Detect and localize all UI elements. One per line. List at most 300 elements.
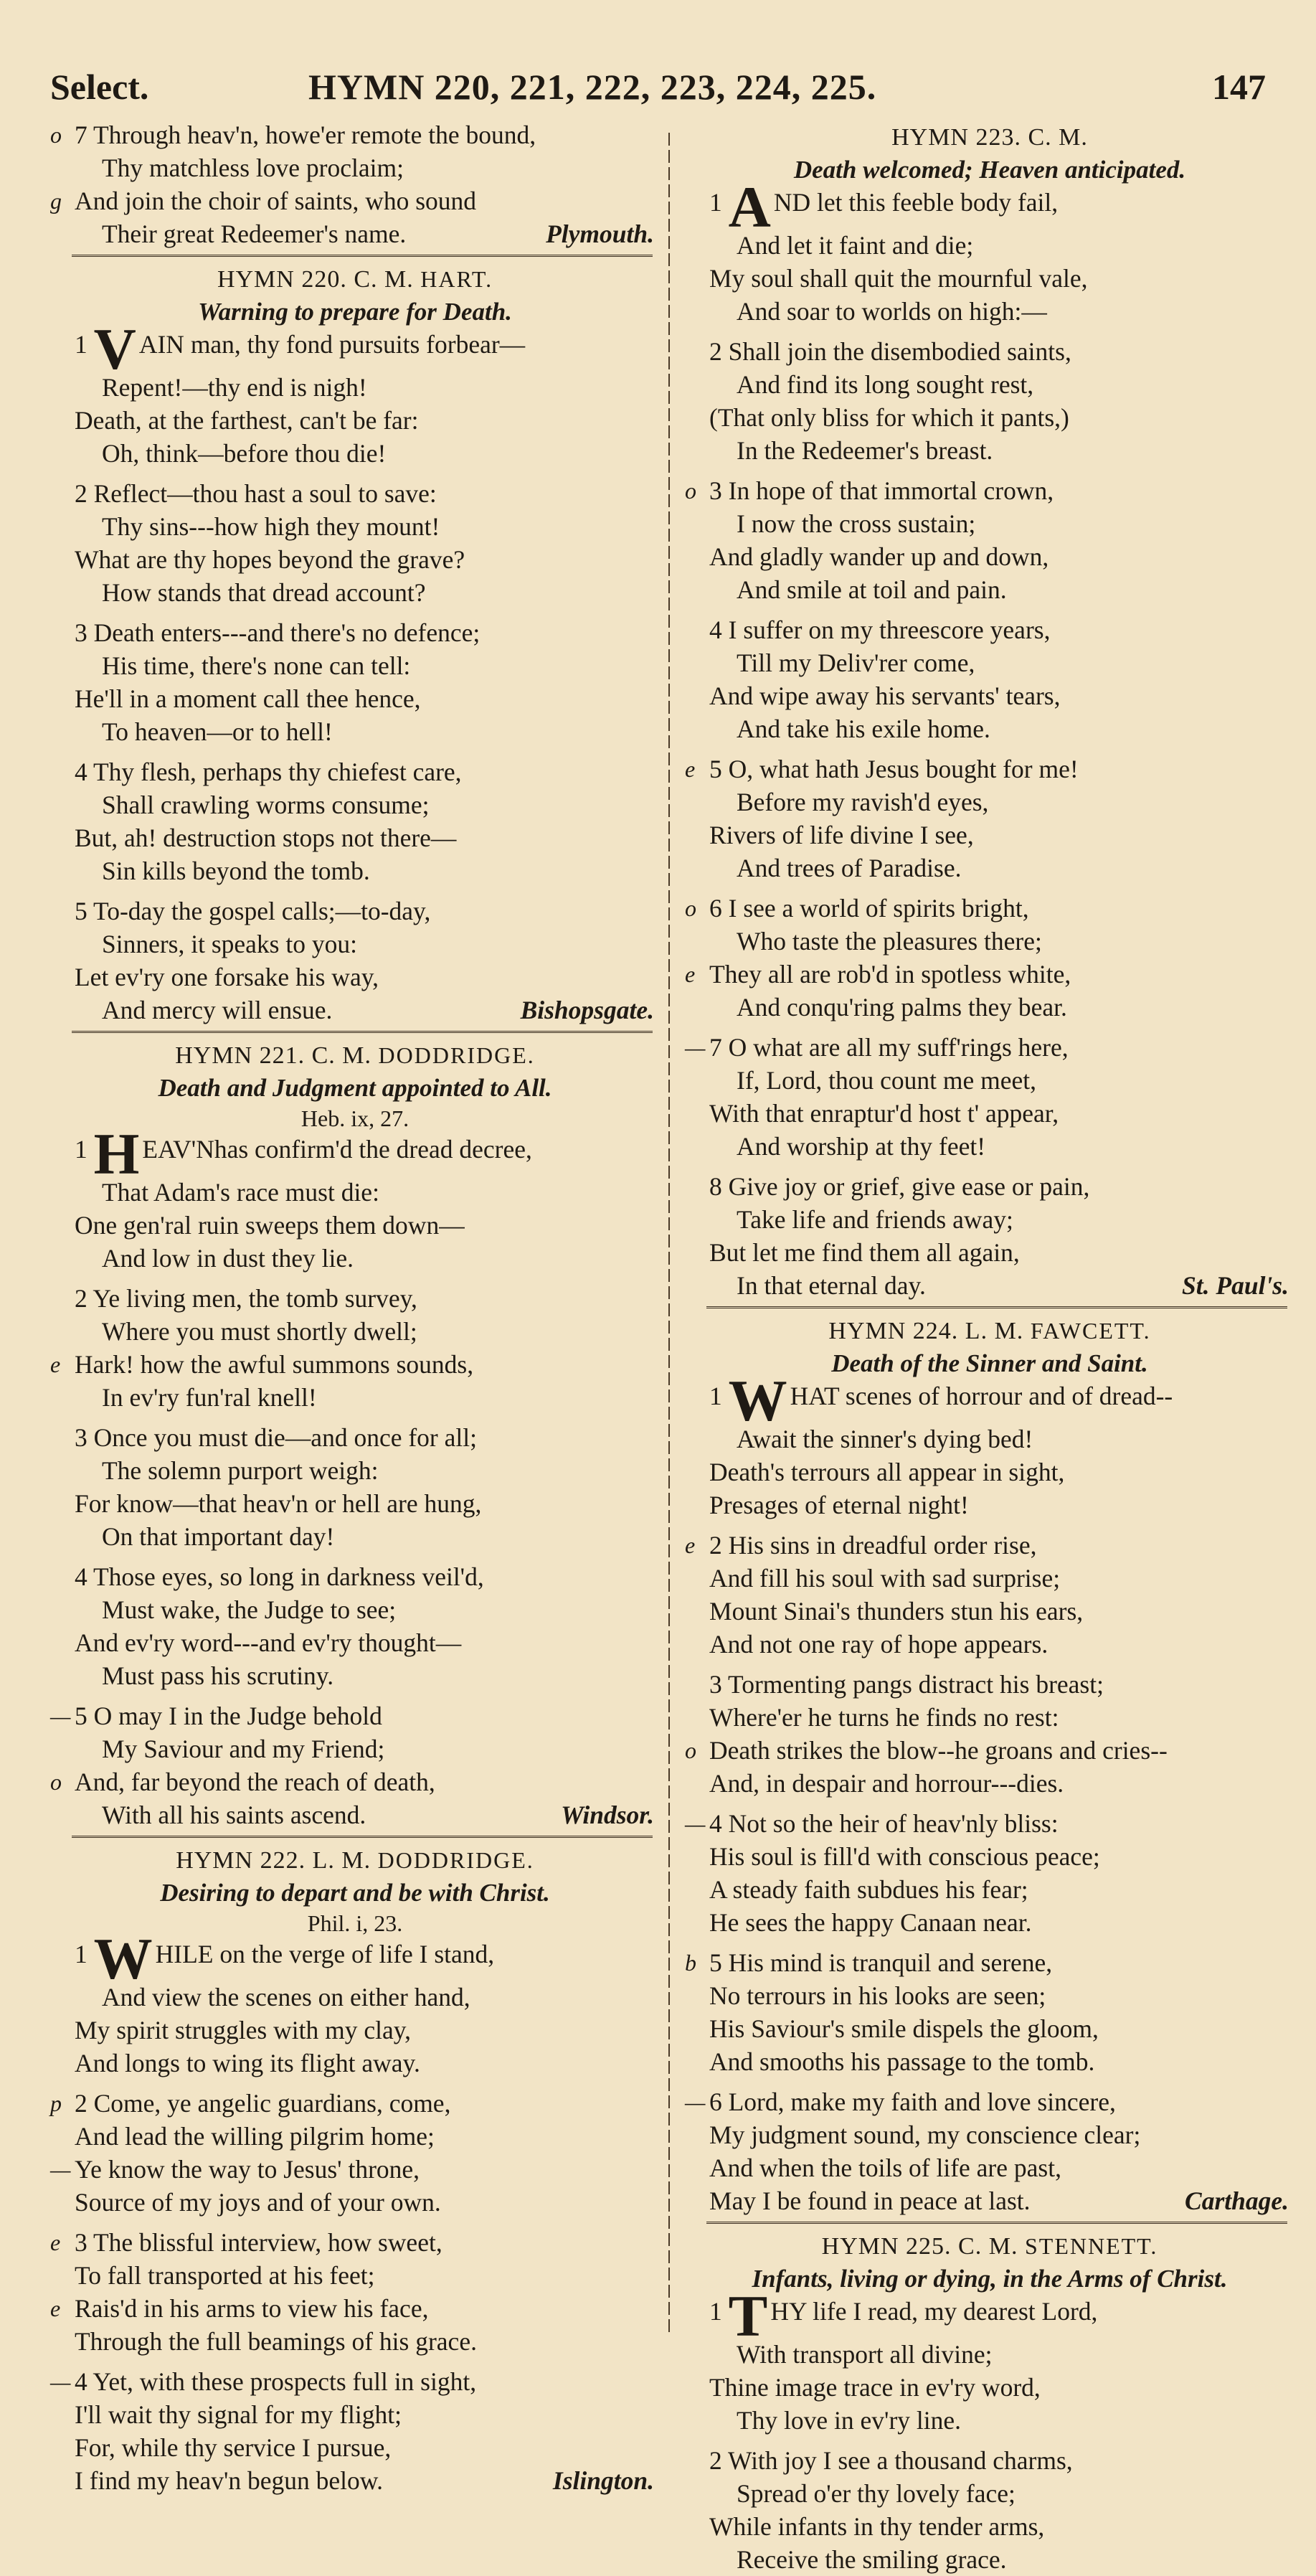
verse-line	[685, 229, 1294, 262]
verse-text	[50, 316, 526, 382]
verse-words: And take his exile home.	[737, 714, 990, 743]
verse-text	[50, 2226, 442, 2259]
verse-words: Must pass his scrutiny.	[102, 1661, 334, 1690]
verse-text	[685, 2371, 1041, 2404]
verse-line	[50, 1176, 660, 1209]
verse-line	[50, 854, 660, 887]
hymn-author: STENNETT.	[1024, 2233, 1158, 2259]
verse-line	[685, 401, 1294, 434]
verse-line	[685, 1906, 1294, 1939]
verse-line	[50, 151, 660, 184]
hymn-222	[50, 1844, 660, 2497]
verse-line	[685, 1423, 1294, 1456]
verse-text	[685, 2151, 1061, 2184]
verse-line	[50, 928, 660, 961]
verse-line	[50, 1926, 660, 1991]
verse-line	[50, 1798, 660, 1831]
verse-line	[685, 1595, 1294, 1628]
running-head	[50, 66, 1266, 116]
hymn-subject: Death and Judgment appointed to All.	[158, 1074, 552, 1102]
verse-text	[50, 715, 333, 748]
verse-line	[685, 892, 1294, 925]
verse-words: HILE on the verge of life I stand,	[155, 1940, 495, 1968]
verse-text	[50, 2325, 477, 2358]
verse-text	[685, 368, 1033, 401]
verse-words: One gen'ral ruin sweeps them down—	[75, 1211, 465, 1240]
tune-name: Bishopsgate.	[520, 996, 654, 1024]
verse-text	[50, 1487, 481, 1520]
verse-words: And soar to worlds on high:—	[737, 297, 1047, 326]
dynamic-mark: e	[685, 756, 696, 782]
verse-words: My Saviour and my Friend;	[102, 1735, 385, 1763]
verse-words: For, while thy service I pursue,	[75, 2433, 392, 2462]
verse-text	[685, 2085, 1116, 2118]
verse-text	[50, 1732, 384, 1765]
dynamic-mark: o	[50, 1769, 62, 1795]
verse-line	[685, 2012, 1294, 2045]
dynamic-mark: —	[685, 2089, 706, 2115]
verse-line	[685, 851, 1294, 884]
stanza-gap	[50, 2080, 660, 2087]
verse-line	[50, 1421, 660, 1454]
verse-words: Who taste the pleasures there;	[737, 927, 1042, 956]
verse-line	[685, 1130, 1294, 1163]
verse-text	[685, 1368, 1173, 1433]
verse-words: And, far beyond the reach of death,	[75, 1768, 435, 1796]
verse-words: I'll wait thy signal for my flight;	[75, 2400, 402, 2429]
verse-text	[50, 151, 404, 184]
verse-line	[50, 576, 660, 609]
verse-line	[50, 118, 660, 151]
verse-line	[50, 2431, 660, 2464]
verse-text	[685, 2477, 1016, 2510]
verse-text	[50, 2398, 402, 2431]
hymn-number-meter: HYMN 220. C. M.	[217, 266, 414, 293]
verse-line	[685, 1488, 1294, 1521]
stanza-number: 2	[75, 2089, 87, 2118]
stanza-number: 8	[709, 1172, 722, 1201]
verse-text	[685, 1562, 1060, 1595]
verse-line	[685, 2404, 1294, 2437]
verse-text	[685, 1668, 1104, 1701]
verse-words: While infants in thy tender arms,	[709, 2512, 1045, 2541]
stanza-gap	[50, 470, 660, 477]
hymn-author: FAWCETT.	[1030, 1318, 1151, 1344]
verse-words: AIN man, thy fond pursuits forbear—	[138, 330, 526, 359]
hymn-number-meter: HYMN 225. C. M.	[821, 2233, 1018, 2260]
hymn-subject: Death welcomed; Heaven anticipated.	[793, 156, 1186, 184]
verse-words: With all his saints ascend.	[102, 1801, 366, 1829]
verse-words: His sins in dreadful order rise,	[728, 1531, 1037, 1560]
verse-words: And ev'ry word---and ev'ry thought—	[75, 1628, 462, 1657]
verse-text	[685, 613, 1050, 646]
verse-text	[50, 543, 465, 576]
stanza-number: 1	[75, 1940, 87, 1968]
verse-line	[50, 1348, 660, 1381]
verse-line	[685, 1807, 1294, 1840]
verse-words: Reflect—thou hast a soul to save:	[93, 479, 437, 508]
verse-text	[685, 1595, 1083, 1628]
verse-line	[685, 818, 1294, 851]
hymn-heading	[685, 2230, 1294, 2263]
column-divider	[668, 133, 670, 2335]
verse-text	[50, 616, 480, 649]
hymn-heading	[50, 1039, 660, 1072]
verse-line	[685, 2118, 1294, 2151]
page-number: 147	[1212, 67, 1266, 107]
verse-words: Rais'd in his arms to view his face,	[75, 2294, 429, 2323]
verse-words: And smile at toil and pain.	[737, 575, 1007, 604]
verse-line	[50, 2014, 660, 2047]
verse-words: And find its long sought rest,	[737, 370, 1034, 399]
verse-line	[685, 1269, 1294, 1302]
stanza-number: 5	[709, 1948, 722, 1977]
dynamic-mark: b	[685, 1950, 696, 1976]
verse-text	[685, 1097, 1059, 1130]
verse-line	[685, 2371, 1294, 2404]
verse-line	[685, 1767, 1294, 1800]
verse-line	[50, 994, 660, 1027]
verse-words: Thine image trace in ev'ry word,	[709, 2373, 1041, 2402]
verse-text	[50, 510, 440, 543]
verse-line	[50, 2087, 660, 2120]
hymn-number-meter: HYMN 224. L. M.	[828, 1318, 1024, 1344]
verse-line	[50, 437, 660, 470]
verse-line	[50, 2047, 660, 2080]
hymn-number-meter: HYMN 222. L. M.	[176, 1847, 371, 1874]
verse-text	[685, 1529, 1036, 1562]
verse-text	[685, 2118, 1140, 2151]
verse-words: EAV'Nhas confirm'd the dread decree,	[142, 1135, 532, 1164]
verse-words: Mount Sinai's thunders stun his ears,	[709, 1597, 1084, 1626]
verse-words: And wipe away his servants' tears,	[709, 681, 1061, 710]
verse-text	[685, 1064, 1036, 1097]
hymn-subject: Death of the Sinner and Saint.	[831, 1349, 1148, 1377]
hymn-subject: Desiring to depart and be with Christ.	[160, 1879, 550, 1907]
drop-cap: V	[93, 316, 136, 382]
verse-line	[685, 2283, 1294, 2349]
verse-line	[685, 1734, 1294, 1767]
verse-words: Death, at the farthest, can't be far:	[75, 406, 419, 435]
stanza-number: 2	[75, 479, 87, 508]
verse-line	[685, 2045, 1294, 2078]
hymn-divider	[72, 255, 653, 257]
stanza-gap	[685, 884, 1294, 892]
verse-text	[685, 1628, 1048, 1661]
verse-words: I now the cross sustain;	[737, 509, 976, 538]
hymn-author: DODDRIDGE.	[377, 1847, 534, 1873]
verse-line	[685, 368, 1294, 401]
verse-words: O may I in the Judge behold	[93, 1702, 382, 1730]
verse-line	[685, 2338, 1294, 2371]
verse-text	[50, 2259, 374, 2292]
verse-words: Sinners, it speaks to you:	[102, 930, 357, 958]
verse-words: To fall transported at his feet;	[75, 2261, 375, 2290]
verse-text	[50, 437, 386, 470]
verse-words: And smooths his passage to the tomb.	[709, 2047, 1095, 2076]
verse-words: My judgment sound, my conscience clear;	[709, 2120, 1141, 2149]
stanza-number: 4	[709, 1809, 722, 1838]
hymn-219-continuation	[50, 118, 660, 250]
section-label: Select.	[50, 67, 149, 107]
verse-words: My spirit struggles with my clay,	[75, 2016, 412, 2044]
verse-text	[685, 1906, 1032, 1939]
verse-words: And not one ray of hope appears.	[709, 1630, 1048, 1659]
verse-line	[50, 715, 660, 748]
drop-cap: A	[728, 174, 771, 240]
verse-text	[50, 1315, 417, 1348]
verse-line	[685, 474, 1294, 507]
verse-text	[685, 991, 1067, 1024]
verse-line	[50, 2365, 660, 2398]
verse-words: If, Lord, thou count me meet,	[737, 1066, 1036, 1095]
stanza-number: 5	[709, 755, 722, 783]
dynamic-mark: p	[50, 2090, 62, 2116]
verse-words: Once you must die—and once for all;	[93, 1423, 477, 1452]
dynamic-mark: g	[50, 188, 62, 214]
hymn-heading	[50, 1844, 660, 1877]
verse-words: Thy flesh, perhaps thy chiefest care,	[93, 758, 462, 786]
verse-line	[685, 925, 1294, 958]
verse-text	[685, 2012, 1099, 2045]
verse-words: The blissful interview, how sweet,	[93, 2228, 442, 2257]
verse-text	[50, 788, 430, 821]
verse-text	[50, 2186, 441, 2219]
verse-text	[685, 712, 990, 745]
verse-line	[685, 2444, 1294, 2477]
stanza-number: 2	[709, 1531, 722, 1560]
verse-words: Those eyes, so long in darkness veil'd,	[93, 1562, 484, 1591]
verse-text	[685, 295, 1047, 328]
verse-words: Let ev'ry one forsake his way,	[75, 963, 379, 991]
verse-line	[685, 958, 1294, 991]
verse-words: To heaven—or to hell!	[102, 717, 333, 746]
verse-text	[685, 958, 1071, 991]
verse-words: And fill his soul with sad surprise;	[709, 1564, 1061, 1593]
verse-words: With joy I see a thousand charms,	[727, 2446, 1073, 2475]
verse-line	[685, 573, 1294, 606]
verse-line	[685, 1064, 1294, 1097]
verse-line	[50, 1765, 660, 1798]
verse-words: No terrours in his looks are seen;	[709, 1981, 1046, 2010]
verse-line	[685, 1368, 1294, 1433]
verse-text	[685, 2045, 1094, 2078]
verse-line	[50, 543, 660, 576]
tune-name: Plymouth.	[546, 220, 654, 248]
verse-words: In that eternal day.	[737, 1271, 926, 1300]
verse-line	[685, 1031, 1294, 1064]
verse-words: And mercy will ensue.	[102, 996, 333, 1024]
right-column	[685, 118, 1294, 2574]
verse-text	[50, 961, 379, 994]
dynamic-mark: —	[50, 2369, 71, 2395]
verse-words: Hark! how the awful summons sounds,	[75, 1350, 474, 1379]
verse-text	[685, 1734, 1168, 1767]
stanza-gap	[50, 887, 660, 895]
stanza-number: 7	[709, 1033, 722, 1062]
verse-words: Through the full beamings of his grace.	[75, 2327, 477, 2356]
verse-line	[50, 2325, 660, 2358]
stanza-number: 2	[709, 2446, 722, 2475]
verse-words: But let me find them all again,	[709, 1238, 1020, 1267]
verse-text	[685, 2543, 1007, 2576]
verse-text	[685, 2444, 1073, 2477]
verse-text	[685, 507, 975, 540]
verse-line	[50, 1593, 660, 1626]
verse-text	[685, 474, 1054, 507]
verse-text	[50, 1454, 379, 1487]
verse-words: Lord, make my faith and love sincere,	[728, 2087, 1116, 2116]
verse-text	[685, 1203, 1013, 1236]
dynamic-mark: e	[50, 2296, 61, 2321]
stanza-gap	[685, 745, 1294, 752]
verse-text	[50, 854, 370, 887]
hymn-divider	[706, 2222, 1287, 2224]
verse-words: Through heav'n, howe'er remote the bound,	[93, 121, 536, 149]
verse-line	[685, 540, 1294, 573]
verse-text	[685, 1701, 1059, 1734]
verse-line	[685, 174, 1294, 240]
dynamic-mark: e	[685, 1532, 696, 1558]
verse-words: For know—that heav'n or hell are hung,	[75, 1489, 482, 1518]
verse-line	[50, 1242, 660, 1275]
verse-text	[685, 785, 988, 818]
verse-text	[50, 371, 367, 404]
stanza-number: 1	[75, 1135, 87, 1164]
verse-text	[50, 2120, 435, 2153]
verse-line	[50, 404, 660, 437]
verse-words: Give joy or grief, give ease or pain,	[728, 1172, 1090, 1201]
verse-text	[685, 2283, 1098, 2349]
verse-line	[50, 1981, 660, 2014]
stanza-number: 2	[709, 337, 722, 366]
hymn-author: HART.	[420, 266, 493, 292]
verse-words: Death strikes the blow--he groans and cries--	[709, 1736, 1168, 1765]
hymn-225	[685, 2230, 1294, 2576]
verse-text	[685, 646, 975, 679]
hymn-heading	[50, 263, 660, 296]
verse-text	[685, 1979, 1046, 2012]
verse-words: And let it faint and die;	[737, 231, 974, 260]
verse-line	[50, 1699, 660, 1732]
verse-text	[50, 404, 419, 437]
verse-words: He sees the happy Canaan near.	[709, 1908, 1032, 1937]
verse-text	[50, 1981, 470, 2014]
scripture-reference: Phil. i, 23.	[307, 1910, 403, 1936]
verse-words: HAT scenes of horrour and of dread--	[790, 1382, 1173, 1410]
verse-text	[685, 752, 1079, 785]
verse-text	[50, 2047, 420, 2080]
verse-text	[685, 1767, 1064, 1800]
verse-line	[50, 2464, 660, 2497]
tune-name: Islington.	[552, 2466, 654, 2495]
verse-words: Ye know the way to Jesus' throne,	[75, 2155, 420, 2184]
verse-line	[685, 1668, 1294, 1701]
verse-text	[50, 217, 406, 250]
verse-words: But, ah! destruction stops not there—	[75, 824, 457, 852]
verse-line	[685, 2510, 1294, 2543]
verse-text	[685, 679, 1060, 712]
stanza-gap	[685, 1661, 1294, 1668]
verse-words: What are thy hopes beyond the grave?	[75, 545, 465, 574]
stanza-number: 3	[709, 1670, 722, 1699]
verse-text	[685, 1031, 1069, 1064]
hymn-subject: Infants, living or dying, in the Arms of Christ.	[752, 2265, 1228, 2293]
verse-words: I find my heav'n begun below.	[75, 2466, 383, 2495]
verse-line	[50, 1315, 660, 1348]
verse-words: My soul shall quit the mournful vale,	[709, 264, 1088, 293]
verse-text	[50, 2431, 391, 2464]
dynamic-mark: o	[50, 122, 62, 148]
verse-words: Shall join the disembodied saints,	[728, 337, 1071, 366]
verse-text	[685, 1423, 1033, 1456]
dynamic-mark: —	[50, 2156, 71, 2182]
verse-text	[50, 1593, 396, 1626]
hymn-224	[685, 1314, 1294, 2217]
stanza-gap	[685, 467, 1294, 474]
verse-words: Their great Redeemer's name.	[102, 220, 407, 248]
verse-line	[50, 217, 660, 250]
verse-line	[50, 616, 660, 649]
verse-text	[50, 1381, 317, 1414]
verse-line	[50, 2226, 660, 2259]
verse-words: They all are rob'd in spotless white,	[709, 960, 1071, 989]
stanza-number: 1	[709, 2297, 722, 2326]
verse-text	[50, 1659, 333, 1692]
verse-words: Spread o'er thy lovely face;	[737, 2479, 1016, 2508]
verse-text	[50, 576, 425, 609]
stanza-gap	[50, 1414, 660, 1421]
verse-words: And join the choir of saints, who sound	[75, 187, 477, 215]
dynamic-mark: o	[685, 895, 696, 921]
verse-line	[685, 335, 1294, 368]
verse-words: Source of my joys and of your own.	[75, 2188, 441, 2217]
verse-text	[685, 401, 1069, 434]
verse-words: Receive the smiling grace.	[737, 2545, 1007, 2574]
stanza-gap	[685, 1521, 1294, 1529]
verse-line	[50, 184, 660, 217]
verse-line	[50, 2259, 660, 2292]
stanza-number: 4	[75, 2367, 87, 2396]
verse-text	[685, 1946, 1052, 1979]
verse-words: The solemn purport weigh:	[102, 1456, 379, 1485]
verse-text	[50, 649, 410, 682]
hymn-subject: Warning to prepare for Death.	[198, 298, 512, 326]
verse-words: May I be found in peace at last.	[709, 2186, 1031, 2215]
stanza-number: 1	[709, 1382, 722, 1410]
stanza-number: 5	[75, 897, 87, 925]
running-title: HYMN 220, 221, 222, 223, 224, 225.	[308, 67, 877, 107]
verse-line	[50, 1659, 660, 1692]
left-column	[50, 118, 660, 2495]
verse-text	[685, 434, 993, 467]
verse-line	[685, 1529, 1294, 1562]
verse-words: His Saviour's smile dispels the gloom,	[709, 2014, 1099, 2043]
hymn-number-meter: HYMN 221. C. M.	[175, 1042, 372, 1069]
dynamic-mark: —	[685, 1034, 706, 1060]
verse-words: Before my ravish'd eyes,	[737, 788, 989, 816]
verse-line	[685, 434, 1294, 467]
verse-words: A steady faith subdues his fear;	[709, 1875, 1028, 1904]
verse-words: Sin kills beyond the tomb.	[102, 857, 370, 885]
verse-words: His time, there's none can tell:	[102, 651, 411, 680]
verse-text	[50, 1765, 435, 1798]
verse-text	[685, 335, 1071, 368]
verse-text	[50, 1699, 382, 1732]
verse-words: And worship at thy feet!	[737, 1132, 986, 1161]
verse-words: Must wake, the Judge to see;	[102, 1595, 397, 1624]
verse-text	[685, 1130, 985, 1163]
